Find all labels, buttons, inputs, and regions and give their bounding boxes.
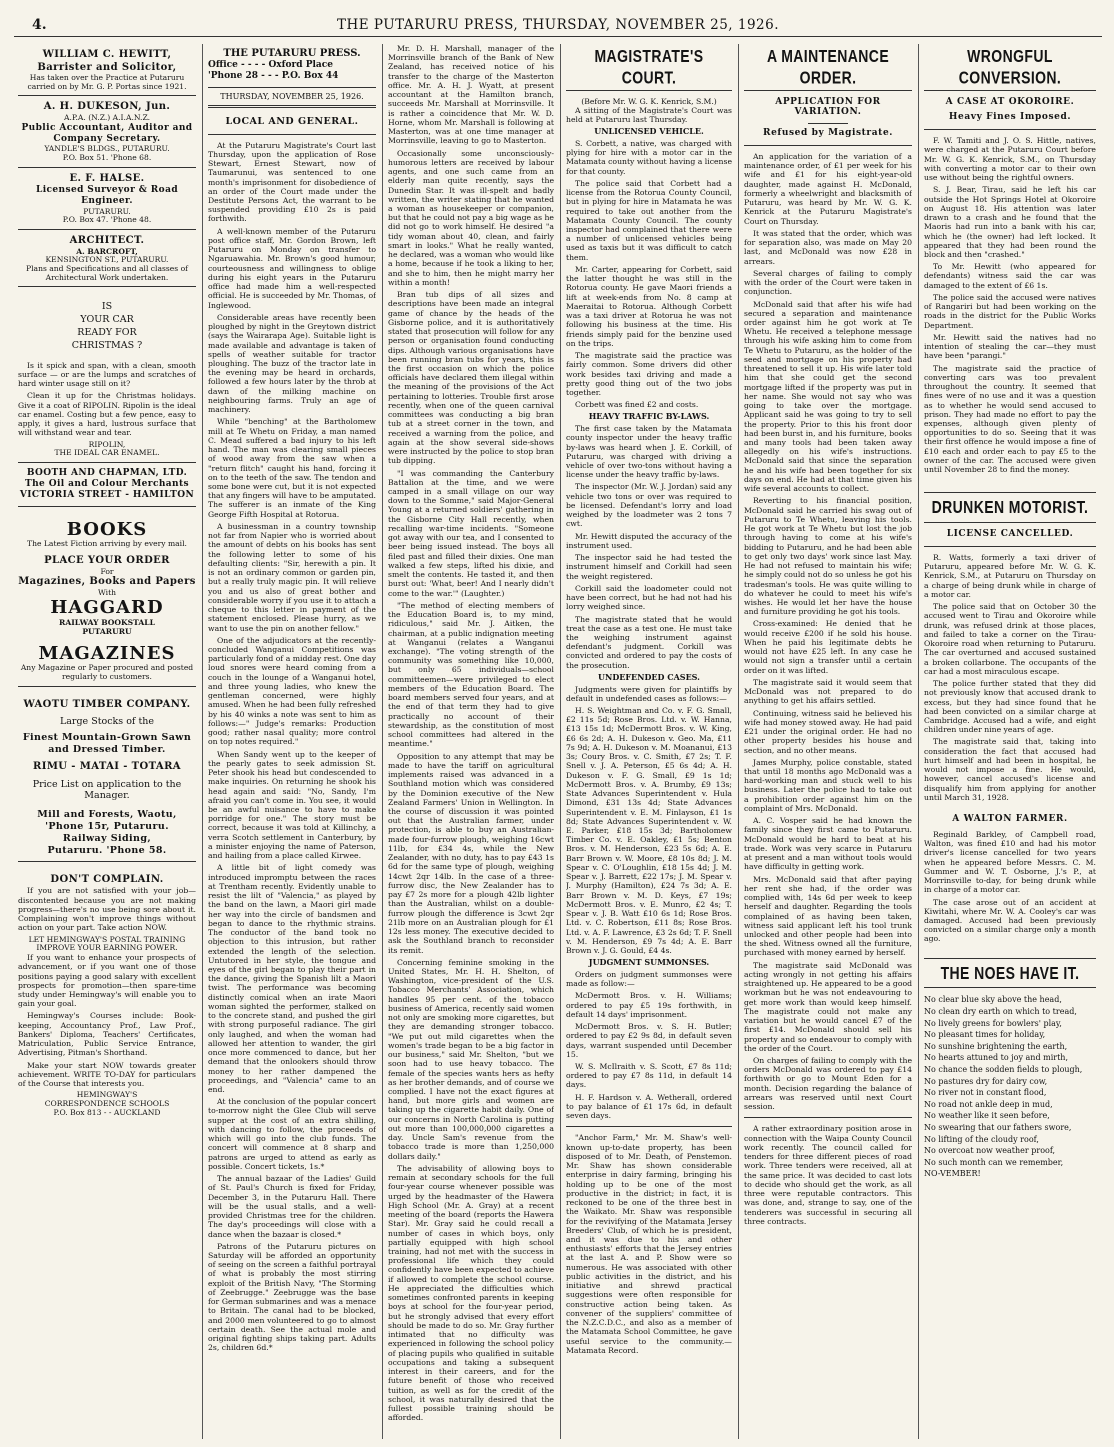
column-rule: [382, 44, 383, 1439]
ad-haggard-books: BOOKS The Latest Fiction arriving by every mail. PLACE YOUR ORDER For Magazines, Books and Papers With HAGGARD RAILWAY BOOKSTALL PUTARURU MAGAZINES Any Magazine or Paper procured and posted regularly to customers.: [18, 507, 196, 687]
news-column: [388, 44, 554, 1439]
news-item: The annual bazaar of the Ladies' Guild of St. Paul's Church is fixed for Friday, December 3, in the Putaruru Hall. There will be the usual stalls, and a well-provided Christmas tree for the children. The day's proceedings will close with a dance when the bazaar is closed.*: [208, 1174, 376, 1239]
column-rule: [560, 44, 561, 1439]
news-item: At the Putaruru Magistrate's Court last Thursday, upon the application of Rose Stewart, Ernest Stewart, now of Taumarunui, was sentenced to one month's imprisonment for disobedience of an order of the Court made under the Destitute Persons Act, the warrant to be suspended providing £10 2s is paid forthwith.: [208, 140, 376, 224]
maintenance-order-column: A MAINTENANCE ORDER. APPLICATION FOR VARIATION. Refused by Magistrate. An application for the variation of a maintenance order, of £1 per week for his wife and £1 for his eight-year-old daughter, made against H. McDonald, formerly a wheelwright and blacksmith of Putaruru, was heard by Mr. W. G. K. Kenrick at the Putaruru Magistrate's Court on Thursday. It was stated that the order, which was for separation also, was made on May 20 last, and McDonald was now £28 in arrears. Several charges of failing to comply with the order of the Court were taken in conjunction. McDonald said that after his wife had secured a separation and maintenance order against him he got work at Te Whetu. He received a telephone message through his wife asking him to come from Te Whetu to Putaruru, as the holder of the seed and mortgage on his property had threatened to sell it up. His wife later told him that she could get the second mortgage lifted if the property was put in her name. She would not say who was going to take over the mortgage. Applicant said he was going to try to sell the property. Prior to this his front door had been burst in, and his furniture, books and many tools had been taken away allegedly on his wife's instructions. McDonald said that since the separation he and his wife had been together for six days on end. He had at that time given his wife several accounts to collect. Reverting to his financial position, McDonald said he carried his swag out of Putaruru to Te Whetu, leaving his tools. He got work at Te Whetu but lost the job through having to come at his wife's bidding to Putaruru, and he had been able to get only two days' work since last May. He had not refused to maintain his wife; he simply could not do so unless he got his tradesman's tools. He was quite willing to do whatever he could to meet his wife's wishes. He would let her have the house and furniture providing he got his tools. Cross-examined: He denied that he would receive £200 if he sold his house. When he paid his legitimate debts he would not have £25 left. In any case he would not sign a transfer until a certain order on it was lifted. The magistrate said it would seem that McDonald was not prepared to do anything to get his affairs settled. Continuing, witness said he believed his wife had money stowed away. He had paid £21 under the original order. He had no other property besides his house and section, and no other means. James Murphy, police constable, stated that until 18 months ago McDonald was a hard-working man and stuck well to his business. Later the police had to take out a prohibition order against him on the complaint of Mrs. McDonald. A. C. Vosper said he had known the family since they first came to Putaruru. McDonald would be hard to beat at his trade. Work was very scarce in Putaruru at present and a man without tools would have difficulty in getting work. Mrs. McDonald said that after paying her rent she had, if the order was complied with, 14s 6d per week to keep herself and daughter. Regarding the tools complained of as having been taken, witness said applicant left his tool trunk unlocked and other people had been into the shed. Witness owned all the furniture, purchased with money earned by herself. The magistrate said McDonald was acting wrongly in not getting his affairs straightened up. He appeared to be a good workman but he was not endeavouring to get more work than would keep himself. The magistrate could not make any variation but he would cancel £7 of the first £14. McDonald should sell his property and so endeavour to comply with the order of the Court. On charges of failing to comply with the orders McDonald was ordered to pay £14 forthwith or go to Mount Eden for a month. Decision regarding the balance of arrears was reserved until next Court session. A rather extraordinary position arose in connection with the Waipa County Council work recently. The council called for tenders for three different pieces of road work. Three tenders were received, all at the same price. It was decided to cast lots to decide who should get the work, as all three were reputable contractors. This was done, and, strange to say, one of the tenderers was successful in securing all three contracts.: [744, 45, 912, 1226]
news-item: Concerning feminine smoking in the United States, Mr. H. H. Shelton, of Washington, vice-president of the U.S. Tobacco Merchants' Association, which handles 95 per cent. of the tobacco business of America, recently said women not only are smoking more cigarettes, but they are demanding stronger tobacco. "We put out mild cigarettes when the women's trade began to be a big factor in our business," said Mr. Shelton, "but we soon had to use heavy tobacco. The female of the species wants hers as hefty as her brother demands, and of course we complied. I have not the exact figures at hand, but more girls and women are taking up the cigarette habit daily. One of our concerns in North Carolina is putting out more than 100,000,000 cigarettes a day. Uncle Sam's revenue from the tobacco trade is more than 1,250,000 dollars daily.": [388, 957, 554, 1161]
news-item: Mr. D. H. Marshall, manager of the Morrinsville branch of the Bank of New Zealand, has received notice of his transfer to the charge of the Masterton office. Mr. A. H. J. Wyatt, at present accountant at the Hamilton branch, succeeds Mr. Marshall at Morrinsville. It is rather a coincidence that Mr. W. D. Horne, whom Mr. Marshall is following at Masterton, was at one time manager at Morrinsville, leaving to go to Masterton.: [388, 44, 554, 146]
article-headline: MAGISTRATE'S COURT.: [594, 45, 704, 87]
news-item: Considerable areas have recently been ploughed by night in the Greytown district (says the Wairarapa Age). Suitable light is made available and advantage is taken of spells of weather suitable for tractor ploughing. The buzz of the tractor late in the evening may be heard in orchards, followed a few hours later by the throb at dawn of the milking machine on neighbouring farms. Truly an age of machinery.: [208, 312, 376, 415]
news-item: When Sandy went up to the keeper of the pearly gates to seek admission St. Peter shook his head but condescended to make inquiries. On returning he shook his head again and said: "No, Sandy, I'm afraid you can't come in. You see, it would be an awful nuisance to have to make porridge for one." The story must be correct, because it was told at Killinchy, a verra Scotch settlement in Canterbury, by a minister enjoying the name of Paterson, and hailing from a place called Kirwee.: [208, 749, 376, 861]
masthead: [14, 14, 1102, 37]
news-item: "The method of electing members of the Education Board is, to my mind, ridiculous," said Mr. J. Aitken, the chairman, at a public indignation meeting at Wanganui (relates a Wanganui exchange). "The voting strength of the community was something like 10,000, but only 65 individuals—school committeemen—were privileged to elect members of the Education Board. The board members served four years, and at the end of that term they had to give practically no account of their stewardship, as the constitution of most school committees had altered in the meantime.": [388, 600, 554, 749]
news-item: A rather extraordinary position arose in connection with the Waipa County Council work recently. The council called for tenders for three different pieces of road work. Three tenders were received, all at the same price. It was decided to cast lots to decide who should get the work, as all three were reputable contractors. This was done, and, strange to say, one of the tenderers was successful in securing all three contracts.: [744, 1124, 912, 1226]
section-heading: LOCAL AND GENERAL.: [225, 116, 359, 128]
article-headline: A MAINTENANCE ORDER.: [766, 45, 890, 87]
issue-date: THURSDAY, NOVEMBER 25, 1926.: [220, 91, 364, 101]
article-headline: DRUNKEN MOTORIST.: [931, 497, 1089, 518]
article-headline: THE NOES HAVE IT.: [940, 962, 1080, 983]
ad-booth-chapman: BOOTH AND CHAPMAN, LTD. The Oil and Colour Merchants VICTORIA STREET - HAMILTON: [18, 463, 196, 507]
news-item: Bran tub dips of all sizes and descriptions have been made an integral game of chance by the heads of the Gisborne police, and it is authoritatively stated that prosecution will follow for any person or organisation found conducting dips. Although various organisations have been running bran tubs for years, this is the first occasion on which the police officials have declared them illegal within the meaning of the provisions of the Act pertaining to lotteries. Trouble first arose recently, when one of the queen carnival committees was conducting a big bran tub at a street corner in the town, and received a warning from the police, and again at the show several side-shows were instructed by the police to stop bran tub dipping.: [388, 290, 554, 466]
ad-ripolin: IS YOUR CAR READY FOR CHRISTMAS ? Is it spick and span, with a clean, smooth surface — or are the lumps and scratches of hard winter usage still on it? Clean it up for the Christmas holidays. Give it a coat of RIPOLIN. Ripolin is the ideal car enamel. Costing but a few pence, easy to apply, it gives a hard, lustrous surface that will withstand wear and tear. RIPOLIN, THE IDEAL CAR ENAMEL.: [18, 287, 196, 463]
news-item: Occasionally some unconsciously-humorous letters are received by labour agents, and one such came from an elderly man quite recently, says the Dunedin Star. It was ill-spelt and badly written, the writer stating that he wanted a woman as housekeeper or companion, but that he could not pay a big wage as he did not go to work himself. He desired "a tidy woman about 40, clean, and fairly smart in looks." What he really wanted, he declared, was a woman who would like a home, because if he took a liking to her, and she to him, then he might marry her within a month!: [388, 148, 554, 287]
news-item: One of the adjudicators at the recently-concluded Wanganui Competitions was particularly fond of a midday rest. One day loud snores were heard coming from a couch in the lounge of a Wanganui hotel, and three young ladies, who knew the gentleman concerned, were highly amused. When he had been fully refreshed by his 40 winks a note was sent to him as follows:—" Judge's remarks: Production good; rather nasal quality; more control on top notes required.": [208, 635, 376, 747]
news-item: "I was commanding the Canterbury Battalion at the time, and we were camped in a small village on our way down to the Somme," said Major-General Young at a returned soldiers' gathering in the Gisborne City Hall recently, when recalling war-time incidents. "Someone got away with our tea, and I consented to beer being issued instead. The boys all filed past and filled their dixies. One man walked a few steps, lifted his dixie, and smelt the contents. He tasted it, and then burst out: 'What, beer! And I nearly didn't come to the war.'" (Laughter.): [388, 468, 554, 598]
ad-hemingways: DON'T COMPLAIN. If you are not satisfied with your job—discontented because you are not making progress—there's no use being sore about it. Complaining won't improve things without action on your part. Take action NOW. LET HEMINGWAY'S POSTAL TRAINING IMPROVE YOUR EARNING POWER. If you want to enhance your prospects of advancement, or if you want one of those positions paying a good salary with excellent prospects for promotion—then spare-time study under Hemingway's will enable you to gain your goal. Hemingway's Courses include: Book-keeping, Accountancy Prof., Law Prof., Bankers' Diploma, Teachers' Certificates, Matriculation, Public Service Entrance, Advertising, Pitman's Shorthand. Make your start NOW towards greater achievement. WRITE TO-DAY for particulars of the Course that interests you. HEMINGWAY'S CORRESPONDENCE SCHOOLS P.O. Box 813 - - AUCKLAND: [18, 873, 196, 1117]
news-item: Opposition to any attempt that may be made to have the tariff on agricultural implements raised was advanced in a Southland motion which was considered by the Dominion executive of the New Zealand Farmers' Union in Wellington. In the course of discussion it was pointed out that the Australian farmer, under protection, is able to buy an Australian-made four-furrow plough, weighing 16cwt 11lb, for £34 4s, while the New Zealander, with no duty, has to pay £43 1s 6d for the same type of plough, weighing 14cwt 2qr 14lb. In the case of a three-furrow disc, the New Zealander has to pay £7 2s more for a plough 42lb lighter than the Australian, whilst on a double-furrow plough the difference is 3cwt 2qr 21lb more on an Australian plough for £1 12s less money. The executive decided to ask the Southland branch to reconsider its remit.: [388, 751, 554, 955]
ad-architect: ARCHITECT. A. BARCROFT, KENSINGTON ST., PUTARURU. Plans and Specifications and all classes of Architectural Work undertaken.: [18, 230, 196, 287]
page-number: 4.: [32, 17, 47, 33]
ad-waotu-timber: WAOTU TIMBER COMPANY. Large Stocks of the Finest Mountain-Grown Sawn and Dressed Timber. RIMU - MATAI - TOTARA Price List on application to the Manager. Mill and Forests, Waotu, 'Phone 15r, Putaruru. Railway Siding, Putaruru. 'Phone 58.: [18, 687, 196, 862]
column-rule: [202, 44, 203, 1439]
ad-halse: E. F. HALSE. Licensed Surveyor & Road Engineer. PUTARURU. P.O. Box 47. 'Phone 48.: [18, 168, 196, 230]
poem: No clear blue sky above the head, No clean dry earth on which to tread, No lively greens for bowlers' play, No pleasant times for holiday, No sunshine brightening the earth, No hearts attuned to joy and mirth, No chance the sodden fields to plough, No pastures dry for dairy cow, No river not in constant flood, No road not ankle deep in mud, No weather like it seen before, No swearing that our fathers swore, No lifting of the cloudy roof, No overcoat now weather proof, No such month can we remember, NO-VEMBER!: [924, 995, 1083, 1179]
magistrates-court-column: MAGISTRATE'S COURT. (Before Mr. W. G. K. Kenrick, S.M.) A sitting of the Magistrate's Court was held at Putaruru last Thursday. UNLICENSED VEHICLE. S. Corbett, a native, was charged with plying for hire with a motor car in the Matamata county without having a license for that county. The police said that Corbett had a license from the Rotorua County Council, but in plying for hire in Matamata he was required to take out another from the Matamata County Council. The county inspector had complained that there were a number of unlicensed vehicles being used as taxis but it was difficult to catch them. Mr. Carter, appearing for Corbett, said the latter thought he was still in the Rotorua county. He gave Maori friends a lift at week-ends from No. 8 camp at Maeraitai to Rotorua. Although Corbett was a taxi driver at Rotorua he was not following his business at the time. His friends simply paid for the benzine used on the trips. The magistrate said the practice was fairly common. Some drivers did other work besides taxi driving and made a pretty good thing out of the two jobs together. Corbett was fined £2 and costs. HEAVY TRAFFIC BY-LAWS. The first case taken by the Matamata county inspector under the heavy traffic by-laws was heard when J. E. Corkill, of Putaruru, was charged with driving a vehicle of over two-tons without having a license under the heavy traffic by-laws. The inspector (Mr. W. J. Jordan) said any vehicle two tons or over was required to be licensed. Defendant's lorry and load weighed by the loadmeter was 2 tons 7 cwt. Mr. Hewitt disputed the accuracy of the instrument used. The inspector said he had tested the instrument himself and Corkill had seen the weight registered. Corkill said the loadometer could not have been correct, but he had not had his lorry weighed since. The magistrate stated that he would treat the case as a test one. He must take the weighing instrument against defendant's judgment. Corkill was convicted and ordered to pay the costs of the prosecution. UNDEFENDED CASES. Judgments were given for plaintiffs by default in undefended cases as follows:— H. S. Weightman and Co. v. F. G. Small, £2 11s 5d; Rose Bros. Ltd. v. W. Hanna, £13 15s 1d; McDermott Bros. v. W. King, £6 6s 2d; A. H. Dukeson v. Geo. Ma, £11 7s 9d; A. H. Dukeson v. M. Moananui, £13 3s; Coury Bros. v. C. Smith, £7 2s; T. F. Snell v. J. A. Peterson, £5 6s 4d; A. H. Dukeson v. F. G. Small, £9 1s 1d; McDermott Bros. v. A. Brumby, £9 13s; State Advances Superintendent v. Hula Dimond, £31 13s 4d; State Advances Superintendent v. E. M. Finlayson, £1 1s 8d; State Advances Superintendent v. W. E. Parker, £18 15s 3d; Bartholomew Timber Co. v. E. Oakley, £1 5s; Benton Bros. v. M. Henderson, £23 5s 6d; A. E. Barr Brown v. W. Moore, £8 10s 8d; J. M. Spear v. C. O'Loughlin, £18 15s 4d; J. M. Spear v. J. Barrett, £22 17s; J. M. Spear v. J. Murphy (Hamilton), £24 7s 3d; A. E. Barr Brown v. M. D. Keys, £7 19s; McDermott Bros. v. E. Munro, £2 4s; T. Spear v. J. B. Watt £10 6s 1d; Rose Bros. Ltd. v. C. Robertson, £11 8s; Rose Bros. Ltd. v. A. F. Lawrence, £3 2s 6d; T. F. Snell v. M. Henderson, £9 7s 4d; A. E. Barr Brown v. J. G. Gould, £4 4s. JUDGMENT SUMMONSES. Orders on judgment summonses were made as follow:— McDermott Bros. v. H. Williams; ordered to pay £5 19s forthwith, in default 14 days' imprisonment. McDermott Bros. v. S. H. Butler; ordered to pay £2 9s 8d, in default seven days, warrant suspended until December 15. W. S. McIlraith v. S. Scott, £7 8s 11d; ordered to pay £7 8s 11d, in default 14 days. H. F. Hardson v. A. Wetherall, ordered to pay balance of £1 17s 6d, in default seven days. "Anchor Farm," Mr. M. Shaw's well-known up-to-date property, has been disposed of to Mr. Death, of Penstemon. Mr. Shaw has shown considerable enterprise in dairy farming, bringing his holding up to be one of the most productive in the district; in fact, it is reckoned to be one of the three best in the Waikato. Mr. Shaw was responsible for the revivifying of the Matamata Jersey Breeders' Club, of which he is president, and it was due to his and other enthusiasts' efforts that the Jersey entries at the last A. and P. Show were so numerous. He was associated with other public activities in the district, and his initiative and shrewd practical suggestions were often responsible for constructive action being taken. As convener of the suppliers' committee of the N.Z.C.D.C., and also as a member of the Matamata School Committee, he gave useful service to the community.—Matamata Record.: [566, 45, 732, 1355]
page-title: THE PUTARURU PRESS, THURSDAY, NOVEMBER 25, 1926.: [336, 17, 780, 33]
article-headline: WRONGFUL CONVERSION.: [958, 45, 1062, 87]
news-item: A businessman in a country township not far from Napier who is worried about the amount of debts on his books has sent the following letter to some of his defaulting clients: "Sir, herewith a pin. It is not an ordinary common or garden pin, but a really truly magic pin. It will relieve you and us also of great bother and considerable worry if you use it to attach a cheque to this letter in payment of the statement enclosed. Please hurry, as we want to use the pin on another fellow.": [208, 521, 376, 633]
news-item: Patrons of the Putaruru pictures on Saturday will be afforded an opportunity of seeing on the screen a faithful portrayal of what is probably the most stirring exploit of the British Navy, "The Storming of Zeebrugge." Zeebrugge was the base for German submarines and was a menace to Britain. The canal had to be blocked, and 2000 men volunteered to go to almost certain death. See the actual mole and original fighting ships taking part. Adults 2s, children 6d.*: [208, 1241, 376, 1353]
local-general-column: [208, 44, 376, 1439]
news-item: The advisability of allowing boys to remain at secondary schools for the full four-year course whenever possible was urged by the headmaster of the Hawera High School (Mr. A. Gray) at a recent meeting of the board (reports the Hawera Star). Mr. Gray said he could recall a number of cases in which boys, only partially equipped with high school training, had not met with the success in professional life which they could confidently have been expected to achieve if allowed to complete the school course. He appreciated the difficulties which sometimes confronted parents in keeping boys at school for the four-year period, but he strongly advised that every effort should be made to do so. Mr. Gray further intimated that no difficulty was experienced in following the school policy of placing pupils who qualified in suitable occupations and taking a subsequent interest in their careers, and for the future benefit of those who received tuition, as well as for the credit of the school, it was naturally desired that the fullest possible training should be afforded.: [388, 1163, 554, 1423]
column-rule: [738, 44, 739, 1439]
news-item: A little bit of light comedy was introduced impromptu between the races at Trentham recently. Evidently unable to resist the lilt of "Valencia," as played by the band on the lawn, a Maori girl made her way into the circle of bandsmen and began to dance to the rhythmic strains. The conductor of the band took no objection to this intrusion, but rather extended the length of the selection. Untutored in her style, the tongue and eyes of the girl began to play their part in the dance, giving the Spanish lilt a Maori twist. The performance was becoming distinctly comical when an irate Maori woman sighted the performer, stalked on to the concrete stand, and pushed the girl with strong purposeful radiance. The girl only laughed, and when the woman had allowed her attention to wander, the girl once more commenced to dance, but her demand that the onlookers should throw money to her rather dampened the proceedings, and "Valencia" came to an end.: [208, 863, 376, 1095]
news-item: A well-known member of the Putaruru post office staff, Mr. Gordon Brown, left Putaruru on Monday on transfer to Ngaruawahia. Mr. Brown's good humour, courteousness and willingness to oblige during his eight years in the Putaruru office had made him a well-respected official. He is succeeded by Mr. Thomas, of Inglewood.: [208, 226, 376, 310]
news-item: "Anchor Farm," Mr. M. Shaw's well-known up-to-date property, has been disposed of to Mr. Death, of Penstemon. Mr. Shaw has shown considerable enterprise in dairy farming, bringing his holding up to be one of the most productive in the district; in fact, it is reckoned to be one of the three best in the Waikato. Mr. Shaw was responsible for the revivifying of the Matamata Jersey Breeders' Club, of which he is president, and it was due to his and other enthusiasts' efforts that the Jersey entries at the last A. and P. Show were so numerous. He was associated with other public activities in the district, and his initiative and shrewd practical suggestions were often responsible for constructive action being taken. As convener of the suppliers' committee of the N.Z.C.D.C., and also as a member of the Matamata School Committee, he gave useful service to the community.—Matamata Record.: [566, 1133, 732, 1355]
news-item: While "benching" at the Bartholomew mill at Te Whetu on Friday, a man named C. Mead suffered a bad injury to his left hand. The man was clearing small pieces of wood away from the saw when a "return flitch" caught his hand, forcing it on to the teeth of the saw. The tendon and some bone were cut, but it is not expected that any fingers will have to be amputated. The sufferer is an inmate of the King George Fifth Hospital at Rotorua.: [208, 417, 376, 519]
column-rule: [918, 44, 919, 1439]
ad-dukeson: A. H. DUKESON, Jun. A.P.A. (N.Z.) A.I.A.N.Z. Public Accountant, Auditor and Company Secretary. YANDLE'S BLDGS., PUTARURU. P.O. Box 51. 'Phone 68.: [18, 96, 196, 167]
news-item: At the conclusion of the popular concert to-morrow night the Glee Club will serve supper at the cost of an extra shilling, with dancing to follow, the proceeds of which will go into the club funds. The concert will commence at 8 sharp and patrons are urged to attend as early as possible. Concert tickets, 1s.*: [208, 1097, 376, 1171]
advertisement-column: [18, 44, 196, 1439]
ad-hewitt: WILLIAM C. HEWITT, Barrister and Solicitor, Has taken over the Practice at Putaruru carried on by Mr. G. P. Portas since 1921.: [18, 44, 196, 96]
press-office-box: THE PUTARURU PRESS. Office - - - - Oxford Place 'Phone 28 - - - P.O. Box 44: [208, 44, 376, 88]
court-reports-column: WRONGFUL CONVERSION. A CASE AT OKOROIRE. Heavy Fines Imposed. F. W. Tamiti and J. O. S. Hittle, natives, were charged at the Putaruru Court before Mr. W. G. K. Kenrick, S.M., on Thursday with converting a motor car to their own use without being the rightful owners. S. J. Bear, Tirau, said he left his car outside the Hot Springs Hotel at Okoroire on August 18. His attention was later drawn to a crash and he found that the Maoris had run into a bank with his car, which he (the owner) had left locked. It appeared that they had been round the block and then "crashed." To Mr. Hewitt (who appeared for defendants) witness said the car was damaged to the extent of £6 1s. The police said the accused were natives of Rangariri but had been working on the roads in the district for the Public Works Department. Mr. Hewitt said the natives had no intention of stealing the car—they must have been "parangi." The magistrate said the practice of converting cars was too prevalent throughout the country. It seemed that fines were of no use and it was a question as to whether he would send accused to prison. They had made no effort to pay the expenses, although given plenty of opportunities to do so. Seeing that it was their first offence he would impose a fine of £10 each and order each to pay £5 to the owner of the car. The accused were given until November 28 to find the money. DRUNKEN MOTORIST. LICENSE CANCELLED. R. Watts, formerly a taxi driver of Putaruru, appeared before Mr. W. G. K. Kenrick, S.M., at Putaruru on Thursday on a charge of being drunk while in charge of a motor car. The police said that on October 30 the accused went to Tirau and Okoroire while drunk, was refused drink at those places, and failed to take a corner on the Tirau-Okoroire road when returning to Putaruru. The car overturned and accused sustained a broken collarbone. The occupants of the car had a most miraculous escape. The police further stated that they did not previously know that accused drank to excess, but they had since found that he had been convicted on a similar charge at Cambridge. Accused had a wife, and eight children under nine years of age. The magistrate said that, taking into consideration the fact that accused had hurt himself and had been in hospital, he would not impose a fine. He would, however, cancel accused's license and disqualify him from applying for another until March 31, 1928. A WALTON FARMER. Reginald Barkley, of Campbell road, Walton, was fined £10 and had his motor driver's license cancelled for two years when he appeared before Messrs. C. M. Gummer and W. T. Osborne, J.'s P., at Morrinsville to-day, for being drunk while in charge of a motor car. The case arose out of an accident at Kiwitahi, where Mr. W. A. Cooley's car was damaged. Accused had been previously convicted on a similar charge only a month ago. THE NOES HAVE IT. No clear blue sky above the head, No clean dry earth on which to tread, No lively greens for bowlers' play, No pleasant times for holiday, No sunshine brightening the earth, No hearts attuned to joy and mirth, No chance the sodden fields to plough, No pastures dry for dairy cow, No river not in constant flood, No road not ankle deep in mud, No weather like it seen before, No swearing that our fathers swore, No lifting of the cloudy roof, No overcoat now weather proof, No such month can we remember, NO-VEMBER!: [924, 45, 1096, 1179]
